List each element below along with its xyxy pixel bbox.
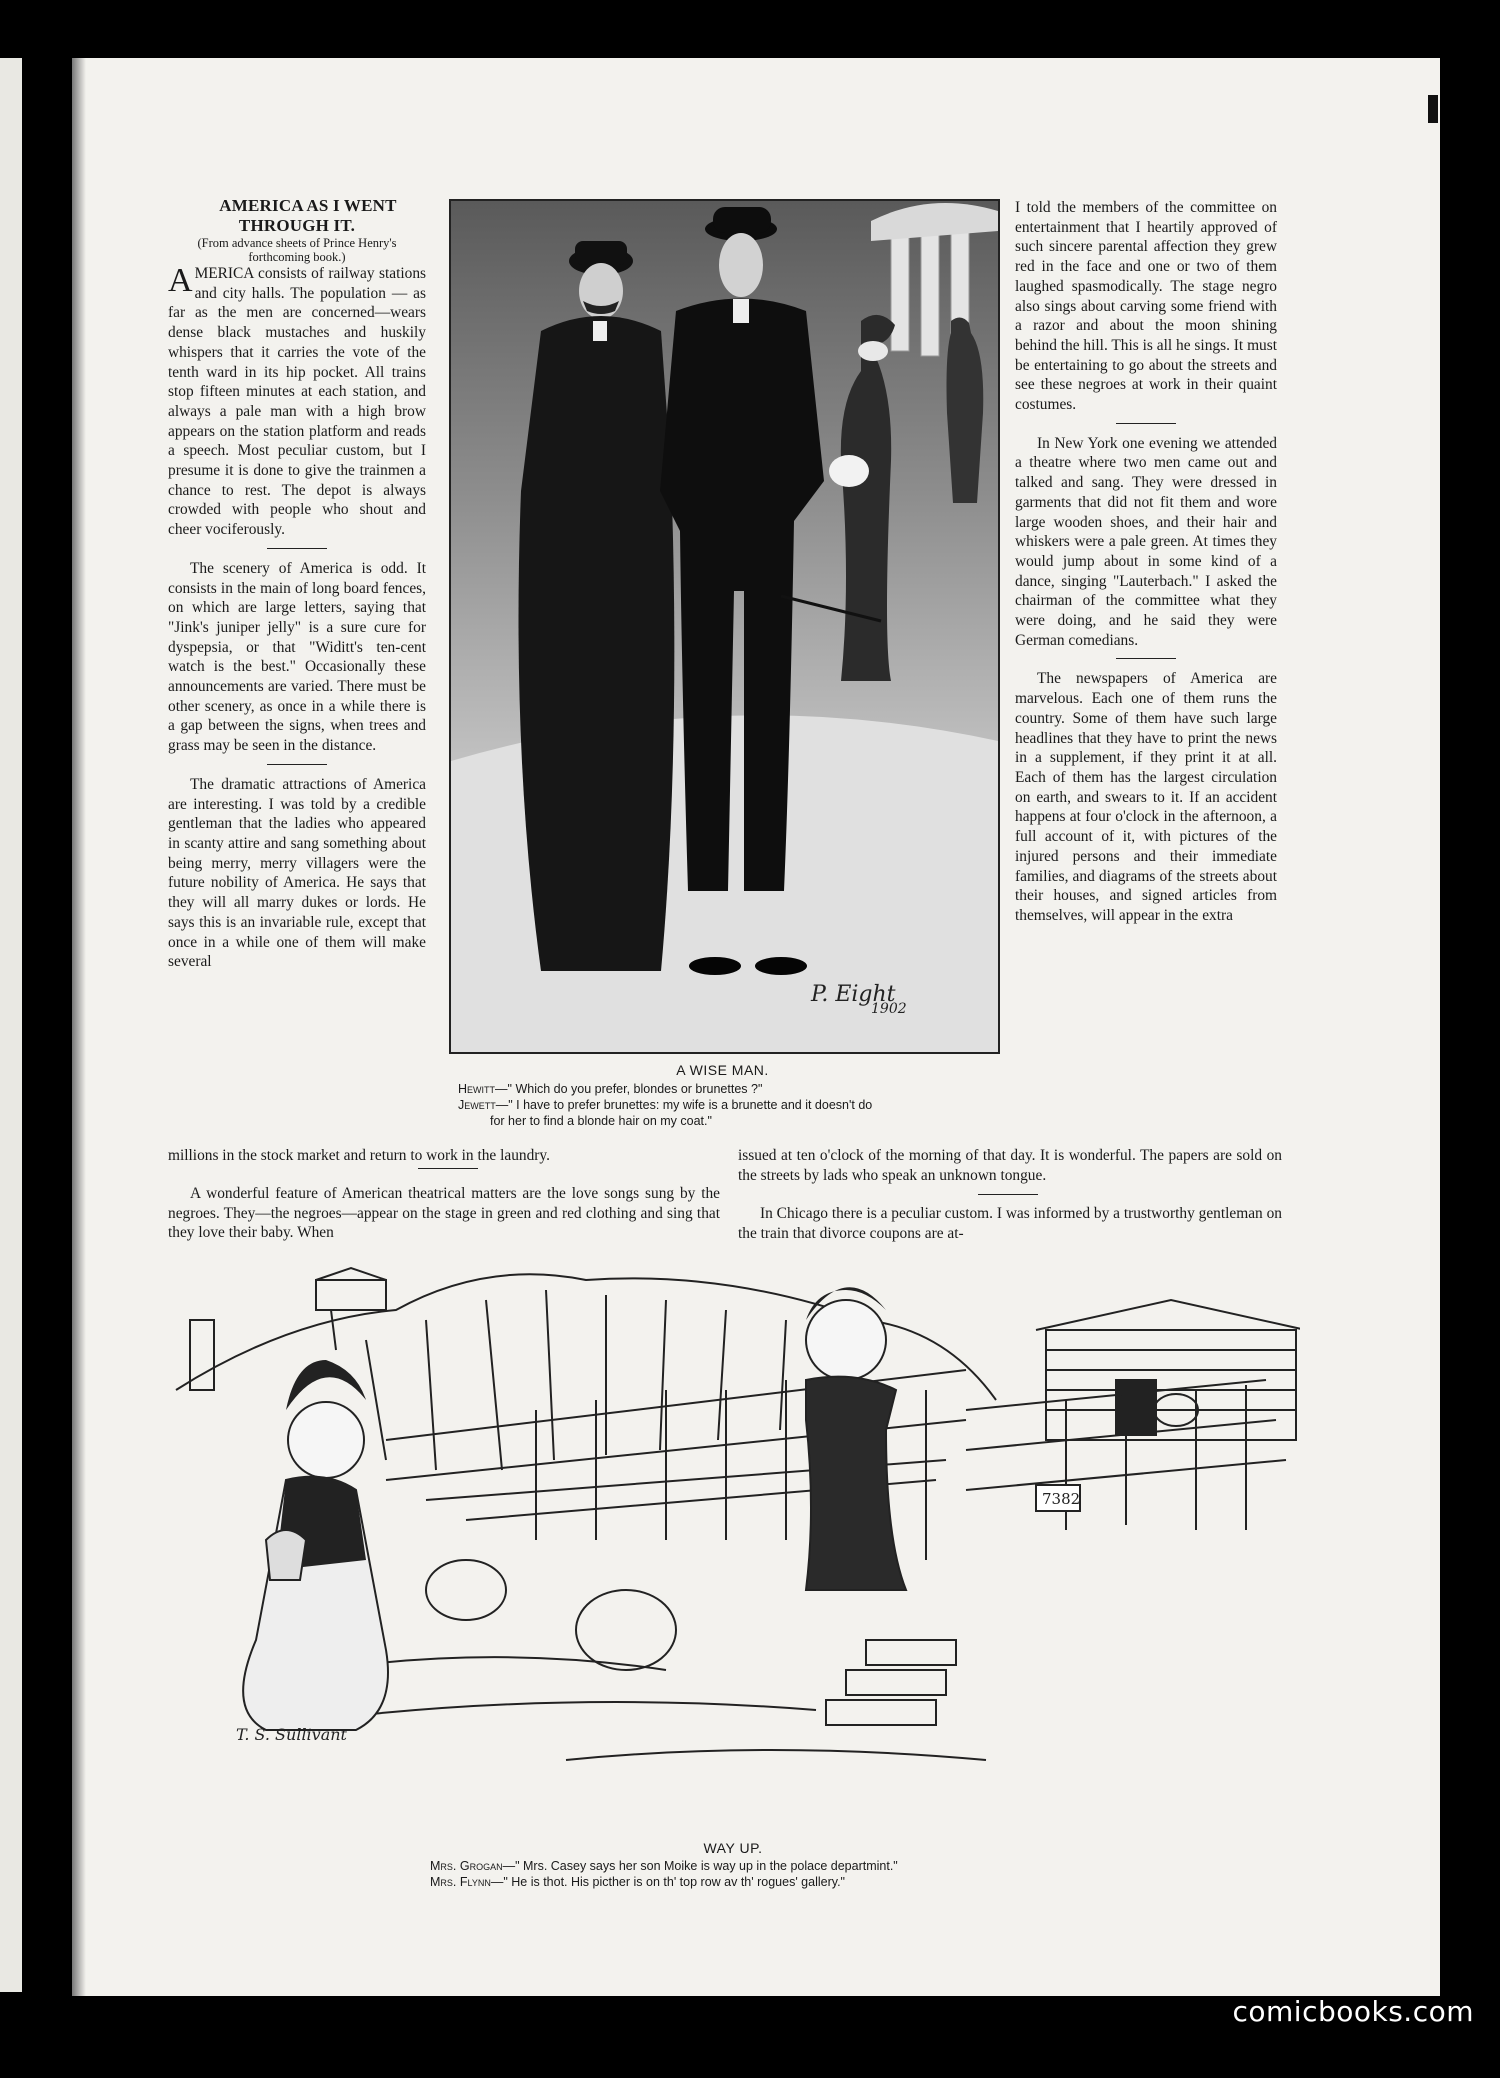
wise-man-drawing — [451, 201, 998, 1052]
cartoonist-signature: T. S. Sullivant — [236, 1725, 347, 1744]
paragraph-3-end: millions in the stock market and return to work in the laundry. — [168, 1147, 550, 1164]
paragraph-3: The dramatic attractions of America are interesting. I was told by a credible gentleman that the ladies who appeared in scanty attire and sang something about being merry, merry villagers were the future nobility of America. He says that they will all marry dukes or lords. He says this is an invariable rule, except that once in a while one of them will make several — [168, 775, 426, 971]
wise-man-caption-line-3: for her to find a blonde hair on my coat." — [490, 1114, 712, 1128]
article-left-column — [168, 196, 426, 972]
paragraph-4: A wonderful feature of American theatrical matters are the love songs sung by the negroes. They—the negroes—appear on the stage in green and red clothing and sing that they love their baby. When — [168, 1185, 720, 1242]
wise-man-illustration — [449, 199, 1000, 1054]
site-watermark: comicbooks.com — [1232, 1995, 1474, 2028]
page-mark — [1428, 95, 1438, 123]
artist-signature: P. Eight — [811, 982, 896, 1007]
article-title: AMERICA AS I WENT THROUGH IT. — [219, 196, 397, 235]
paragraph-2: The scenery of America is odd. It consists in the main of long board fences, on which are large letters, saying that "Jink's juniper jelly" is a sure cure for dyspepsia, or that "Widitt's ten-cent watch is the best." Occasionally these announcements are varied. There must be other scenery, as once in a while there is a gap between the signs, when trees and grass may be seen in the distance. — [168, 559, 426, 755]
house-number: 7382 — [1042, 1490, 1081, 1508]
section-rule — [1116, 423, 1176, 424]
facing-page-edge — [0, 58, 22, 1992]
section-rule — [978, 1194, 1038, 1195]
way-up-caption-line-1: Mrs. Grogan—" Mrs. Casey says her son Moike is way up in the polace departmint." — [430, 1859, 898, 1873]
paragraph-8: In Chicago there is a peculiar custom. I was informed by a trustworthy gentleman on the train that divorce coupons are at- — [738, 1205, 1282, 1242]
section-rule — [1116, 658, 1176, 659]
paragraph-7: The newspapers of America are marvelous. Each one of them runs the country. Some of them have such large headlines that they have to print the news in a supplement, if they print it at all. Each of them has the largest circulation on earth, and swears to it. If an accident happens at four o'clock in the afternoon, a full account of it, with pictures of the injured persons and their immediate families, and diagrams of the streets about their houses, and signed articles from themselves, will appear in the extra — [1015, 670, 1277, 924]
article-right-column — [1015, 198, 1277, 926]
way-up-drawing — [166, 1260, 1300, 1840]
section-rule — [267, 764, 327, 765]
wise-man-caption-line-1: Hewitt—" Which do you prefer, blondes or brunettes ?" — [458, 1082, 763, 1096]
spine-shadow — [72, 58, 86, 1996]
wise-man-caption-title: A WISE MAN. — [676, 1062, 769, 1078]
paragraph-6: In New York one evening we attended a theatre where two men came out and talked and sang. They were dressed in garments that did not fit them and wore large wooden shoes, and their hair and whiskers were a pale green. At times they would jump about in some kind of a dance, singing "Lauterbach." I asked the chairman of the committee what they were doing, and he said they were German comedians. — [1015, 434, 1277, 649]
section-rule — [418, 1168, 478, 1169]
paragraph-5: I told the members of the committee on entertainment that I heartily approved of such sincere parental affection they grew red in the face and one or two of them laughed spasmodically. The stage negro also sings about carving some friend with a razor and about the moon shining behind the hill. This is all he sings. It must be entertaining to go about the streets and see these negroes at work in their quaint costumes. — [1015, 199, 1277, 414]
paragraph-7-end: issued at ten o'clock of the morning of that day. It is wonderful. The papers are sold on the streets by lads who speak an unknown tongue. — [738, 1147, 1282, 1184]
way-up-caption-line-2: Mrs. Flynn—" He is thot. His picther is on th' top row av th' rogues' gallery." — [430, 1875, 845, 1889]
drop-cap: A — [168, 262, 193, 299]
wise-man-caption-line-2: Jewett—" I have to prefer brunettes: my wife is a brunette and it doesn't do — [458, 1098, 873, 1112]
section-rule — [267, 548, 327, 549]
paragraph-1: AMERICA consists of railway stations and city halls. The population — as far as the men are concerned—wears dense black mustaches and huskily whispers that it carries the vote of the tenth ward in its hip pocket. All trains stop fifteen minutes at each station, and always a pale man with a high brow appears on the station platform and reads a speech. Most peculiar custom, but I presume it is done to give the trainmen a chance to rest. The depot is always crowded with people who shout and cheer vociferously. — [168, 262, 426, 539]
way-up-illustration — [166, 1260, 1300, 1840]
article-source: (From advance sheets of Prince Henry's forthcoming book.) — [197, 236, 397, 264]
signature-year: 1902 — [871, 1001, 907, 1017]
scan-border-right — [1440, 58, 1500, 1996]
way-up-caption-title: WAY UP. — [703, 1840, 763, 1856]
